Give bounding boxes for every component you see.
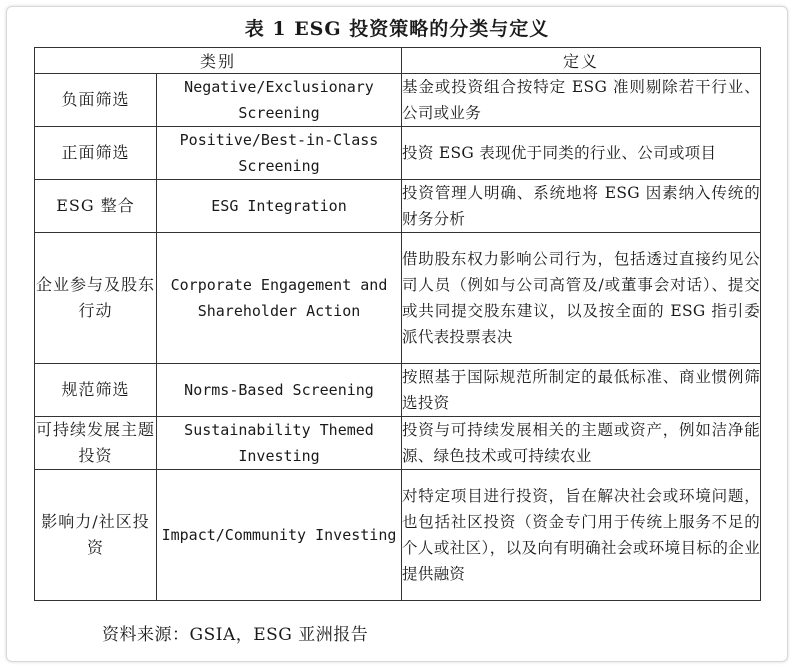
table-row <box>35 127 761 180</box>
table-row <box>35 233 761 364</box>
category-zh: 影响力/社区投资 <box>35 470 157 601</box>
definition-cell: 投资与可持续发展相关的主题或资产，例如洁净能源、绿色技术或可持续农业 <box>402 417 761 470</box>
definition-cell: 投资 ESG 表现优于同类的行业、公司或项目 <box>402 127 761 180</box>
category-zh: 企业参与及股东行动 <box>35 233 157 364</box>
table-header-row <box>35 48 761 74</box>
category-en: Impact/Community Investing <box>157 470 402 601</box>
category-zh: 正面筛选 <box>35 127 157 180</box>
definition-cell: 按照基于国际规范所制定的最低标准、商业惯例筛选投资 <box>402 364 761 417</box>
table-row <box>35 417 761 470</box>
category-en: Corporate Engagement and Shareholder Action <box>157 233 402 364</box>
category-zh: 规范筛选 <box>35 364 157 417</box>
category-zh: ESG 整合 <box>35 180 157 233</box>
header-definition: 定义 <box>402 48 761 74</box>
definition-cell: 借助股东权力影响公司行为，包括透过直接约见公司人员（例如与公司高管及/或董事会对话）、提交或共同提交股东建议，以及按全面的 ESG 指引委派代表投票表决 <box>402 233 761 364</box>
table-row <box>35 74 761 127</box>
category-en: Negative/Exclusionary Screening <box>157 74 402 127</box>
header-category: 类别 <box>35 48 402 74</box>
category-zh: 可持续发展主题投资 <box>35 417 157 470</box>
category-en: Positive/Best-in-Class Screening <box>157 127 402 180</box>
source-note: 资料来源：GSIA，ESG 亚洲报告 <box>102 625 369 645</box>
category-zh: 负面筛选 <box>35 74 157 127</box>
table-row <box>35 470 761 601</box>
definition-cell: 对特定项目进行投资，旨在解决社会或环境问题，也包括社区投资（资金专门用于传统上服务不足的个人或社区），以及向有明确社会或环境目标的企业提供融资 <box>402 470 761 601</box>
definition-cell: 投资管理人明确、系统地将 ESG 因素纳入传统的财务分析 <box>402 180 761 233</box>
category-en: ESG Integration <box>157 180 402 233</box>
table-title: 表 1 ESG 投资策略的分类与定义 <box>244 18 550 40</box>
table-row <box>35 180 761 233</box>
category-en: Norms-Based Screening <box>157 364 402 417</box>
table-row <box>35 364 761 417</box>
category-en: Sustainability Themed Investing <box>157 417 402 470</box>
esg-strategy-table <box>34 47 761 601</box>
definition-cell: 基金或投资组合按特定 ESG 准则剔除若干行业、公司或业务 <box>402 74 761 127</box>
